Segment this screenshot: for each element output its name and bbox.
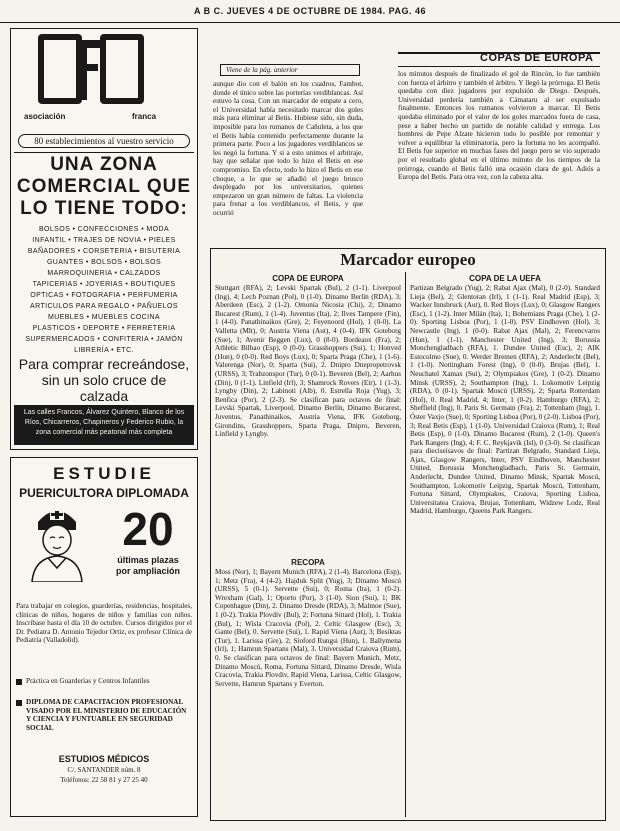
ad2-body: Para trabajar en colegios, guarderías, residencias, hospitales, clínicas de niños, hogares de niños y familias con niños. Inscríbase hasta el día 10 de octubre. Cursos dirigidos por el Dr. Pediatra D. Antonio Tejedor Ortiz, ex profesor Clínica de Pediatría (Valladolid). [16, 602, 192, 645]
logo-brand: asociación [24, 112, 66, 121]
plazas-number: 20 [122, 503, 174, 555]
copas-rule-bottom [398, 66, 600, 67]
category-line: SUPERMERCADOS • CONFITERIA • JAMÓN [25, 336, 183, 343]
headline-line-3: LO TIENE TODO: [20, 198, 188, 219]
uefa-header: COPA DE LA UEFA [469, 274, 541, 283]
categories-list [12, 224, 196, 356]
copa-europa-results: Stuttgart (RFA), 2; Levski Spartak (Bul), 2 (1-1). Liverpool (Ing), 4; Lech Poznan (Pol), 0 (1-0). Dinamo Berlín (RDA), 3; Aberdeen (Esc), 2 (1-2). Omonia Nicosia (Chi), 2; Dinamo Bucarest (Rum), 1 (1-4). Juventus (Ita), 2; Ilves Tampere (Fin), 1 (4-0). Panathinaikos (Gre), 2; Feyenoord (Hol), 1 (0-0). La Valletta (Mlt), 0; Austria Viena (Aut), 4 (0-4). IFK Goteborg (Sue), 1; Avenir Beggen (Lux), 0 (8-0). Bordeaux (Fra), 2; Athletic Bilbao (Esp), 0 (0-0). Grasshoppers (Sui), 1; Honved (Hun), 0 (0-0). Red Boys (Lux), 0; Sparta Praga (Che), 1 (1-6). Valerenga (Nor), 0; Sparta (Sui), 2. Dnipro Dnepropetrovsk (URSS), 3; Trabzonspor (Tur), 0 (0-1). Beveren (Bel), 2; Aarhus (Din), 0 (1-1). Linfield (Irl), 3; Shamrock Rovers (Eir), 1 (1-3). Lyngby (Din), 2; Labinoti (Alb), 0. Estrella Roja (Yug), 3; Benfica (Por), 2 (2-3). Se clasifican para octavos de final: Levski Spartak, Liverpool, Dinamo Berlín, Dinamo Bucarest, Juventus, Panathinaikos, Austria Viena, IFK Goteborg, Girondins, Grasshoppers, Sparta Praga, Dnipro, Beveren, Linfield y Lyngby. [215, 284, 401, 439]
recopa-header: RECOPA [291, 558, 325, 567]
category-line: BOLSOS • CONFECCIONES • MODA [38, 226, 170, 233]
category-line: GUANTES • BOLSOS • BOLSOS [46, 259, 162, 266]
page-header: A B C. JUEVES 4 DE OCTUBRE DE 1984. PAG. 46 [193, 6, 427, 16]
school-address: C/. SANTANDER núm. 8 [67, 766, 141, 774]
category-line: MARROQUINERIA • CALZADOS [47, 270, 161, 277]
ad1-rule [14, 152, 194, 153]
bullet-square-2 [16, 700, 22, 706]
uefa-results: Partizan Belgrado (Yug), 2; Rabat Ajax (Mal), 0 (2-0). Standard Lieja (Bel), 2; Glentoran (Irl), 1 (1-1). Real Madrid (Esp), 3; Wacker Innsbruck (Aut), 0. Red Boys (Lux), 0; Glasgow Rangers (Esc), 1 (1-2). Inter Milán (Ita), 1; Bohemians Praga (Che), 1 (2-0). Sporting Lisboa (Por), 1 (1-0). PSV Eindhoven (Hol), 3; Newcastle (Ing), 1 (0-0). Rabat Ajax (Mal), 2; Ferencvaros (Hun), 1 (1-1). Manchester United (Ing), 3; Borussia Monchengladbach (RFA), 1. Dundee United (Esc), 2; AIK Estocolmo (Sue), 0. Werder Bremen (RFA), 2; Anderlecht (Bel), 1 (1-0). Nottingham Forest (Ing), 0 (0-0). Brujas (Bel), 1. Neuchatel Xamax (Sui), 2; Olympiakos (Gre), 1 (0-2). Dinamo Minsk (URSS), 2; Southampton (Ing), 1. Lokomotiv Leipzig (RDA), 0 (0-1). Spartak Moscú (URSS), 2; Sparta Rotterdam (Hol), 0. Real Madrid, 4; Inter, 1 (0-2). Hamburgo (RFA), 2; Sheffield (Ing), 0. Paris St. Germain (Fra), 2; Tottenham (Ing), 1. Óster Vaxjo (Sue), 0; Sporting Lisboa (Por), 0 (2-0). Lisboa (Por), 3; Real Betis (Esp), 1 (1-0). Universidad Craiova (Rum), 1; Real Betis (Esp), 0 (1-0). Dinamo Bucarest (Rum), 2 (1-0). Queen's Park Rangers (Ing), 4; F. C. Reykjavik (Isl), 0 (3-0). Se clasifican para dieciseisavos de final: Partizan Belgrado, Standard Lieja, Ajax, Glasgow Rangers, Inter, PSV Eindhoven, Manchester United, Borussia Monchengladbach, Paris St. Germain, Anderlecht, Dundee United, Dinamo Minsk, Spartak Moscú, Southampton, Lokomotiv Leipzig, Spartak Moscú, Tottenham, Fortuna Sittard, Olympiakos, Craiova, Sporting Lisboa, Universitatea Craiova, Brujas, Tottenham, Widzew Lodz, Real Madrid, Hamburgo, Queens Park Rangers. [410, 284, 600, 516]
ad2-bullet1: Práctica en Guarderías y Centros Infantiles [26, 677, 150, 685]
marcador-divider [405, 272, 406, 817]
category-line: BAÑADORES • CORSETERIA • BISUTERIA [27, 248, 181, 255]
school-phones: Teléfonos: 22 58 81 y 27 25 40 [60, 776, 148, 784]
category-line: TAPICERIAS • JOYERIAS • BOUTIQUES [32, 281, 176, 288]
marcador-title: Marcador europeo [340, 250, 476, 269]
logo-graphic [60, 34, 120, 104]
article-col-2: los minutos después de finalizado el gol de Rincón, lo fue también con fuerza el árbitro y también el árbitro. Y llegó la prórroga. El Betis quedaba con diez jugadores por expulsión de Diego. Después, Universidad perdería también a Cámataru al ser expulsado finalmente. Entonces los rumanos volvieron a marcar. El Betis quedaba eliminado por el valor de los goles marcados fuera de casa, pese a haber hecho un partido de notable calidad y entrega. Los hombres de Pepe Alzate hicieron todo lo posible por remontar y volver a equilibrar la eliminatoria, pero la fortuna no les acompañó. El Betis fue superior en muchas fases del juego pero se vio superado por el resultado global en el último minuto de los tiempos de la prórroga, cuando el Betis falló una ocasión clara de gol. Adiós a Europa del Betis. Para otra vez, con la cabeza alta. [398, 70, 600, 182]
article-col-1: aunque dio con el balón en los cuadros, Fambot, donde el único sobre las porterías verdiblancas. Así estuvo la cosa. Con un marcador de empate a cero, el Universidad había necesitado marcar dos goles más para eliminar al Betis. Hubiese sido, sin duda, imposible para los rumanos de Cañuleta, a los que el Betis había contenido perfectamente durante la primera parte. Poco a los jugadores verdiblancos se les negó la fortuna. Y si a esto unimos el arbitraje, hay que señalar que todo lo hizo el Betis en ese compromiso. En efecto, todo lo hizo el Betis en ese choque, a lo que se añadió el juego brusco desplegado por los universitarios, quienes empezaron un gran número de faltas. La violencia para frenar a los verdiblancos, el Betis, y que ocurrió [213, 80, 363, 217]
headline-line-1: UNA ZONA [50, 154, 158, 175]
copa-europa-header: COPA DE EUROPA [272, 274, 344, 283]
category-line: PLASTICOS • DEPORTE • FERRETERIA [32, 325, 176, 332]
establishments-pill: 80 establecimientos al vuestro servicio [18, 134, 190, 148]
bullet-square-1 [16, 679, 22, 685]
logo-brand2: franca [132, 112, 157, 121]
ad2-bullet2: DIPLOMA DE CAPACITACIÓN PROFESIONAL VISADO POR EL MINISTERIO DE EDUCACIÓN Y CIENCIA Y FUNTUABLE EN SEGURIDAD SOCIAL [26, 698, 187, 732]
promo-text: Para comprar recreándose, sin un solo cruce de calzada [18, 356, 190, 404]
puericultora-subtitle: PUERICULTORA DIPLOMADA [19, 486, 189, 500]
estudie-title: ESTUDIE [53, 464, 155, 483]
category-line: INFANTIL • TRAJES DE NOVIA • PIELES [32, 237, 176, 244]
category-line: OPTICAS • FOTOGRAFIA • PERFUMERIA [30, 292, 178, 299]
plazas-text: últimas plazas por ampliación [115, 555, 180, 576]
school-name: ESTUDIOS MÉDICOS [58, 754, 150, 764]
nurse-illustration [24, 500, 90, 582]
category-line: ARTICULOS PARA REGALO • PAÑUELOS [30, 303, 178, 310]
recopa-results: Moss (Nor), 1; Bayern Munich (RFA), 2 (1-4). Barcelona (Esp), 1; Metz (Fra), 4 (4-2). Hajduk Split (Yug), 3; Dinamo Moscú (URSS), 5 (0-1). Servette (Sui), 0; Roma (Ita), 1 (0-2). Wrexham (Gal), 1; Oporto (Por), 3 (1-0). Sion (Sui), 1; BK Copenhague (Din), 2. Dinamo Dresde (RDA), 3; Malmoe (Sue), 1 (0-2). Trakia Plovdiv (Bul), 2; Fortuna Sittard (Hol), 1. Trakia (Bul), 1; Wisla Cracovia (Pol), 2. Celtic Glasgow (Esc), 3; Gante (Bel), 0. Servette (Sui), 1. Rapid Viena (Aut), 3; Besiktas (Tur), 1. Larissa (Gre), 2; Sioford Rungsi (Hun), 1. Ballymena (Irl), 1; Hamrun Spartans (Mal), 3. Universidad Craiova (Rum), 0. Se clasifican para octavos de final: Bayern Munich, Metz, Dinamo Moscú, Roma, Fortuna Sittard, Dinamo Dresde, Wisla Cracovia, Trakia Plovdiv, Rapid Viena, Larissa, Celtic Glasgow, Servette, Hamrun Spartans y Everton. [215, 568, 401, 688]
copas-title: COPAS DE EUROPA [480, 52, 594, 64]
header-rule [0, 22, 620, 23]
headline-line-2: COMERCIAL QUE [16, 176, 192, 197]
category-line: MUEBLES • MUEBLES COCINA [47, 314, 161, 321]
continuation-label: Viene de la pág. anterior [226, 66, 298, 74]
streets-box: Las calles Francos, Álvarez Quintero, Blanco de los Ríos, Chicarreros, Chapineros y Federico Rubio, la zona comercial más peatonal más completa [14, 405, 194, 445]
category-line: LIBRERÍA • ETC. [74, 347, 134, 354]
